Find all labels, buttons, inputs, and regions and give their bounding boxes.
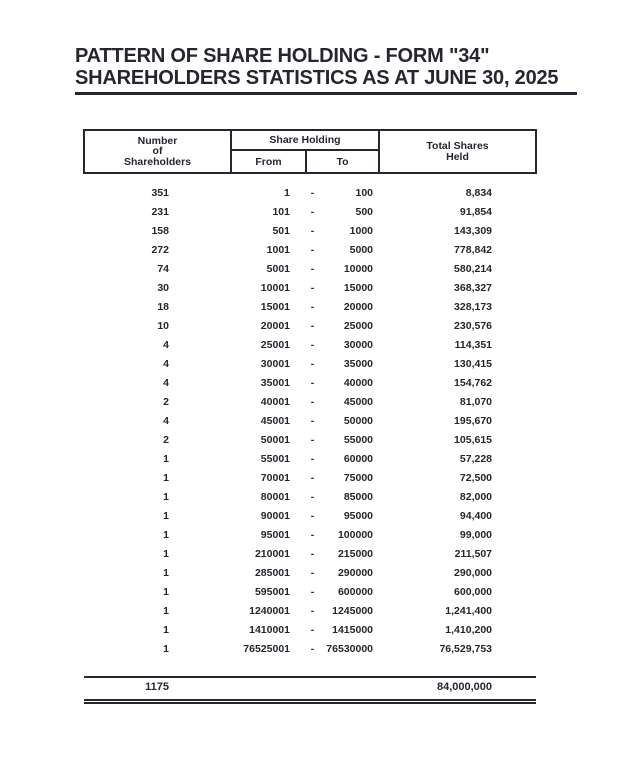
header-number-of-shareholders	[84, 130, 231, 173]
header-from: From	[231, 150, 306, 173]
range-from-cell: 101	[272, 206, 290, 218]
total-shares-cell: 57,228	[459, 453, 493, 465]
range-from-cell: 1240001	[249, 605, 290, 617]
header-number-line-2: of	[152, 145, 163, 158]
total-shares-cell: 143,309	[454, 225, 493, 237]
totals-empty-from	[231, 677, 306, 702]
range-separator-cell: -	[310, 567, 315, 579]
document-title	[75, 45, 577, 95]
range-to-cell: 500	[355, 206, 374, 218]
table-row	[84, 374, 536, 393]
range-to-cell: 100000	[337, 529, 374, 541]
table-row	[84, 545, 536, 564]
total-shareholders-value: 1175	[84, 677, 231, 702]
range-separator-cell: -	[310, 529, 315, 541]
shareholding-statistics-table	[83, 129, 537, 704]
table-body	[84, 173, 536, 677]
shareholders-count-cell: 10	[157, 320, 169, 332]
range-separator-cell: -	[310, 320, 315, 332]
total-shares-cell: 114,351	[454, 339, 493, 351]
total-shares-cell: 290,000	[454, 567, 493, 579]
total-shares-cell: 195,670	[454, 415, 493, 427]
range-from-cell: 501	[272, 225, 290, 237]
table-row	[84, 317, 536, 336]
range-to-cell: 15000	[343, 282, 374, 294]
table-footer	[84, 677, 536, 702]
range-from-cell: 80001	[260, 491, 290, 503]
total-shares-value: 84,000,000	[379, 677, 536, 702]
range-to-cell: 215000	[337, 548, 374, 560]
shareholders-count-cell: 4	[163, 415, 169, 427]
shareholders-count-cell: 1	[163, 567, 169, 579]
range-separator-cell: -	[310, 339, 315, 351]
table-row	[84, 279, 536, 298]
shareholders-count-cell: 231	[151, 206, 169, 218]
range-to-cell: 5000	[349, 244, 374, 256]
range-from-cell: 30001	[260, 358, 290, 370]
shareholders-count-cell: 1	[163, 643, 169, 655]
range-to-cell: 600000	[337, 586, 374, 598]
table-row	[84, 431, 536, 450]
range-to-cell: 55000	[343, 434, 374, 446]
total-shares-cell: 94,400	[459, 510, 493, 522]
title-line-2: SHAREHOLDERS STATISTICS AS AT JUNE 30, 2025	[75, 67, 559, 89]
total-shares-cell: 230,576	[454, 320, 493, 332]
range-from-cell: 40001	[260, 396, 290, 408]
range-from-cell: 595001	[254, 586, 290, 598]
shareholders-count-cell: 30	[157, 282, 169, 294]
shareholders-count-cell: 1	[163, 605, 169, 617]
range-from-cell: 35001	[260, 377, 290, 389]
table-row	[84, 241, 536, 260]
header-number-line-3: Shareholders	[123, 155, 192, 168]
shareholders-count-cell: 1	[163, 529, 169, 541]
range-to-cell: 76530000	[326, 643, 374, 655]
range-from-cell: 210001	[254, 548, 290, 560]
range-to-cell: 1000	[349, 225, 374, 237]
range-separator-cell: -	[310, 624, 315, 636]
total-shares-cell: 778,842	[454, 244, 493, 256]
range-from-cell: 1001	[266, 244, 290, 256]
header-to: To	[306, 150, 379, 173]
range-from-cell: 1	[284, 187, 290, 199]
shareholders-count-cell: 1	[163, 586, 169, 598]
range-from-cell: 1410001	[249, 624, 290, 636]
header-total-line-1: Total Shares	[426, 140, 489, 152]
range-separator-cell: -	[310, 187, 315, 199]
table-row	[84, 450, 536, 469]
total-shares-cell: 1,410,200	[445, 624, 493, 636]
table-row	[84, 583, 536, 602]
total-shares-cell: 368,327	[454, 282, 493, 294]
shareholders-count-cell: 2	[163, 396, 169, 408]
table-row	[84, 564, 536, 583]
total-shares-cell: 72,500	[459, 472, 493, 484]
range-from-cell: 10001	[260, 282, 290, 294]
range-from-cell: 55001	[260, 453, 290, 465]
range-from-cell: 5001	[266, 263, 290, 275]
range-to-cell: 45000	[343, 396, 374, 408]
total-shares-cell: 76,529,753	[439, 643, 493, 655]
table-row	[84, 602, 536, 621]
range-to-cell: 40000	[343, 377, 374, 389]
table-row	[84, 621, 536, 640]
table-row	[84, 526, 536, 545]
shareholders-count-cell: 272	[151, 244, 169, 256]
range-from-cell: 20001	[260, 320, 290, 332]
shareholders-count-cell: 4	[163, 358, 169, 370]
range-from-cell: 95001	[260, 529, 290, 541]
totals-empty-to	[319, 677, 379, 702]
range-separator-cell: -	[310, 206, 315, 218]
range-separator-cell: -	[310, 453, 315, 465]
totals-row	[84, 677, 536, 702]
table-row	[84, 298, 536, 317]
range-separator-cell: -	[310, 225, 315, 237]
range-from-cell: 285001	[254, 567, 290, 579]
table-row	[84, 412, 536, 431]
range-to-cell: 1245000	[332, 605, 374, 617]
shareholders-count-cell: 2	[163, 434, 169, 446]
total-shares-cell: 91,854	[459, 206, 493, 218]
range-to-cell: 60000	[343, 453, 374, 465]
header-number-line-1: Number	[137, 134, 178, 147]
shareholders-count-cell: 1	[163, 548, 169, 560]
shareholders-count-cell: 1	[163, 624, 169, 636]
total-shares-cell: 154,762	[454, 377, 493, 389]
range-to-cell: 95000	[343, 510, 374, 522]
table-row	[84, 507, 536, 526]
range-to-cell: 50000	[343, 415, 374, 427]
header-share-holding: Share Holding	[231, 130, 379, 150]
range-separator-cell: -	[310, 263, 315, 275]
table-row	[84, 469, 536, 488]
total-shares-cell: 130,415	[454, 358, 493, 370]
header-total-line-2: Held	[446, 150, 469, 163]
total-shares-cell: 580,214	[454, 263, 493, 275]
range-separator-cell: -	[310, 415, 315, 427]
shareholders-count-cell: 4	[163, 339, 169, 351]
range-separator-cell: -	[310, 510, 315, 522]
range-separator-cell: -	[310, 244, 315, 256]
total-shares-cell: 600,000	[454, 586, 493, 598]
range-separator-cell: -	[310, 491, 315, 503]
header-total-shares-held	[379, 130, 536, 173]
range-to-cell: 30000	[343, 339, 374, 351]
range-separator-cell: -	[310, 434, 315, 446]
totals-empty-dash	[306, 677, 319, 702]
table-row	[84, 260, 536, 279]
table-row	[84, 336, 536, 355]
table-header	[84, 130, 536, 173]
range-to-cell: 75000	[343, 472, 374, 484]
table-row	[84, 222, 536, 241]
total-shares-cell: 8,834	[465, 187, 493, 199]
total-shares-cell: 105,615	[454, 434, 493, 446]
range-separator-cell: -	[310, 396, 315, 408]
shareholders-count-cell: 4	[163, 377, 169, 389]
range-to-cell: 25000	[343, 320, 374, 332]
total-shares-cell: 99,000	[459, 529, 493, 541]
range-from-cell: 70001	[260, 472, 290, 484]
shareholders-count-cell: 1	[163, 453, 169, 465]
total-shares-cell: 211,507	[454, 548, 493, 560]
table-row	[84, 488, 536, 507]
total-shares-cell: 81,070	[459, 396, 493, 408]
range-to-cell: 1415000	[332, 624, 374, 636]
range-separator-cell: -	[310, 301, 315, 313]
shareholders-count-cell: 1	[163, 510, 169, 522]
table-row	[84, 355, 536, 374]
shareholders-count-cell: 158	[151, 225, 169, 237]
range-from-cell: 50001	[260, 434, 290, 446]
range-to-cell: 10000	[343, 263, 374, 275]
table-row	[84, 393, 536, 412]
range-from-cell: 25001	[260, 339, 290, 351]
shareholders-count-cell: 74	[157, 263, 169, 275]
range-separator-cell: -	[310, 548, 315, 560]
range-to-cell: 290000	[337, 567, 374, 579]
shareholders-count-cell: 351	[151, 187, 169, 199]
range-from-cell: 76525001	[243, 643, 290, 655]
range-from-cell: 90001	[260, 510, 290, 522]
range-from-cell: 45001	[260, 415, 290, 427]
range-to-cell: 20000	[343, 301, 374, 313]
range-separator-cell: -	[310, 358, 315, 370]
total-shares-cell: 328,173	[454, 301, 493, 313]
total-shares-cell: 1,241,400	[445, 605, 493, 617]
range-separator-cell: -	[310, 377, 315, 389]
range-separator-cell: -	[310, 586, 315, 598]
range-to-cell: 35000	[343, 358, 374, 370]
range-to-cell: 100	[355, 187, 374, 199]
shareholders-count-cell: 1	[163, 491, 169, 503]
range-from-cell: 15001	[260, 301, 290, 313]
title-line-1: PATTERN OF SHARE HOLDING - FORM "34"	[75, 45, 490, 67]
table-row	[84, 173, 536, 203]
table-row	[84, 640, 536, 677]
shareholders-count-cell: 18	[157, 301, 169, 313]
range-to-cell: 85000	[343, 491, 374, 503]
total-shares-cell: 82,000	[459, 491, 493, 503]
range-separator-cell: -	[310, 472, 315, 484]
range-separator-cell: -	[310, 605, 315, 617]
range-separator-cell: -	[310, 282, 315, 294]
range-separator-cell: -	[310, 643, 315, 655]
table-row	[84, 203, 536, 222]
shareholders-count-cell: 1	[163, 472, 169, 484]
